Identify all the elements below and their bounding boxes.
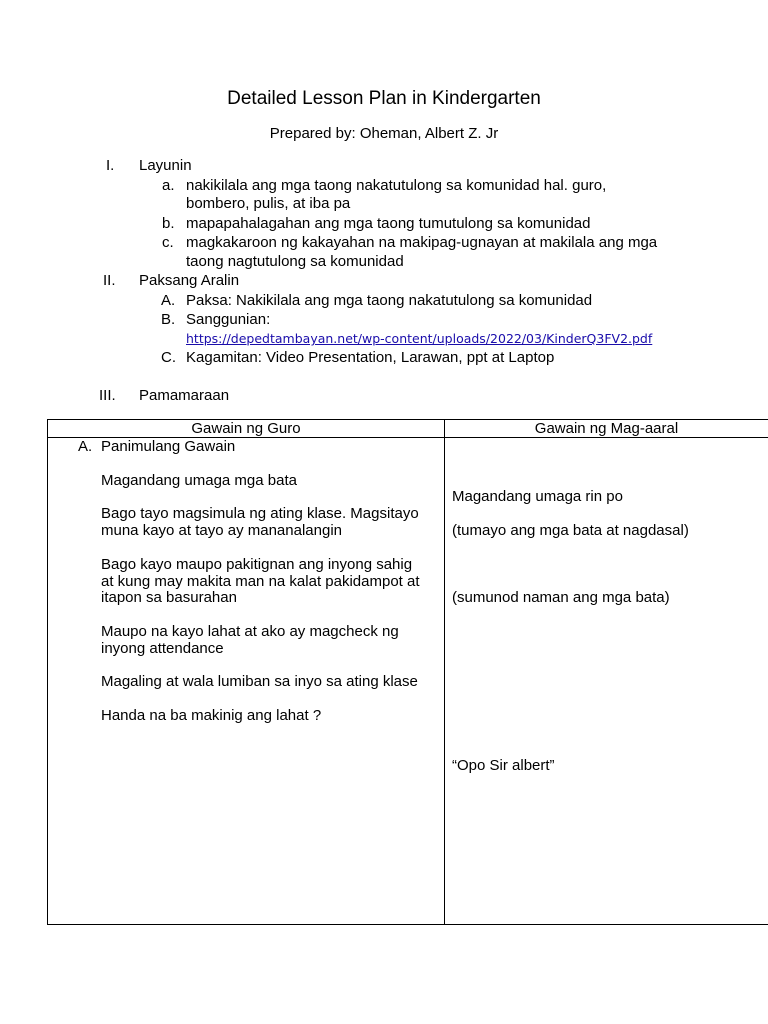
- objective-b-mark: b.: [162, 215, 175, 232]
- student-greeting: Magandang umaga rin po: [452, 488, 623, 505]
- objective-b-line1: mapapahalagahan ang mga taong tumutulong sa komunidad: [186, 215, 591, 232]
- subject-c-mark: C.: [161, 349, 176, 366]
- subject-a-mark: A.: [161, 292, 176, 309]
- subject-reference-label: Sanggunian:: [186, 311, 271, 328]
- teacher-attendance-line2: inyong attendance: [101, 640, 224, 657]
- reference-link[interactable]: https://depedtambayan.net/wp-content/uploads/2022/03/KinderQ3FV2.pdf: [186, 331, 653, 346]
- objective-a-mark: a.: [162, 177, 175, 194]
- student-column-header: Gawain ng Mag-aaral: [445, 420, 768, 438]
- teacher-no-absent: Magaling at wala lumiban sa inyo sa ating klase: [101, 673, 418, 690]
- teacher-activities-cell: [48, 438, 445, 925]
- teacher-attendance-line1: Maupo na kayo lahat at ako ay magcheck ng: [101, 623, 399, 640]
- section-2-number: II.: [103, 272, 116, 289]
- student-activities-cell: [445, 438, 768, 925]
- student-pickup: (sumunod naman ang mga bata): [452, 589, 670, 606]
- teacher-greeting: Magandang umaga mga bata: [101, 472, 297, 489]
- activity-section-mark: A.: [78, 438, 93, 455]
- document-title: Detailed Lesson Plan in Kindergarten: [227, 88, 541, 109]
- teacher-prayer-line1: Bago tayo magsimula ng ating klase. Magsitayo: [101, 505, 419, 522]
- procedure-table: [47, 419, 768, 925]
- section-1-label: Layunin: [139, 157, 192, 174]
- objective-c-line2: taong nagtutulong sa komunidad: [186, 253, 404, 270]
- section-1-number: I.: [106, 157, 115, 174]
- objective-a-line1: nakikilala ang mga taong nakatutulong sa komunidad hal. guro,: [186, 177, 607, 194]
- teacher-prayer-line2: muna kayo at tayo ay mananalangin: [101, 522, 342, 539]
- teacher-pickup-line2: at kung may makita man na kalat pakidampot at: [101, 573, 420, 590]
- subject-materials: Kagamitan: Video Presentation, Larawan, ppt at Laptop: [186, 349, 555, 366]
- section-2-label: Paksang Aralin: [139, 272, 240, 289]
- subject-b-mark: B.: [161, 311, 176, 328]
- teacher-pickup-line3: itapon sa basurahan: [101, 589, 237, 606]
- subject-topic: Paksa: Nakikilala ang mga taong nakatutulong sa komunidad: [186, 292, 593, 309]
- teacher-pickup-line1: Bago kayo maupo pakitignan ang inyong sahig: [101, 556, 413, 573]
- table-header-row: [48, 420, 768, 438]
- objective-a-line2: bombero, pulis, at iba pa: [186, 195, 351, 212]
- prepared-by: Prepared by: Oheman, Albert Z. Jr: [269, 125, 499, 142]
- objective-c-line1: magkakaroon ng kakayahan na makipag-ugnayan at makilala ang mga: [186, 234, 658, 251]
- table-row: [48, 438, 768, 925]
- objective-c-mark: c.: [162, 234, 174, 251]
- student-prayer: (tumayo ang mga bata at nagdasal): [452, 522, 689, 539]
- section-3-number: III.: [99, 387, 116, 404]
- teacher-ready-question: Handa na ba makinig ang lahat ?: [101, 707, 322, 724]
- student-ready-answer: “Opo Sir albert”: [452, 757, 555, 774]
- activity-section-title: Panimulang Gawain: [101, 438, 236, 455]
- teacher-column-header: Gawain ng Guro: [48, 420, 445, 438]
- section-3-label: Pamamaraan: [139, 387, 230, 404]
